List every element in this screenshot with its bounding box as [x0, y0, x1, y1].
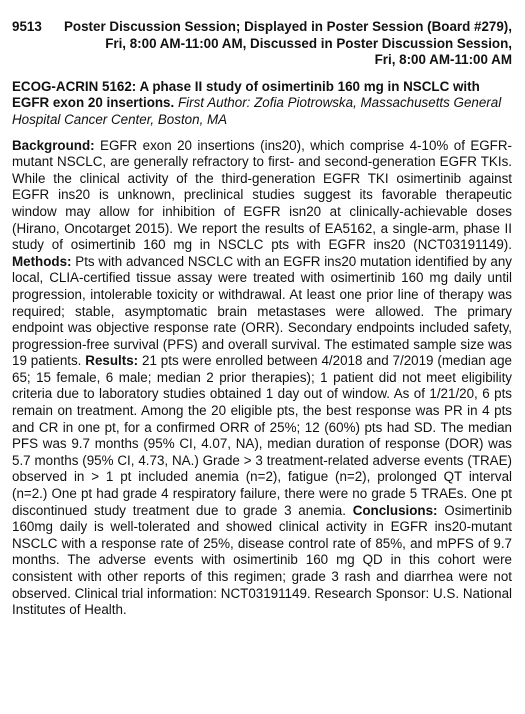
session-line-2: Fri, 8:00 AM-11:00 AM, Discussed in Poster Discussion Session, [105, 35, 512, 51]
abstract-title-block [12, 79, 512, 129]
abstract-page [12, 19, 512, 619]
conclusions-text: Osimertinib 160mg daily is well-tolerated and showed clinical activity in EGFR ins20-mutant NSCLC with a response rate of 25%, disease control rate of 85%, and mPFS of 9.7 months. The adverse events with osimertinib 160 mg QD in this cohort were consistent with other reports of this regimen; grade 3 rash and diarrhea were not observed. Clinical trial information: NCT03191149. Research Sponsor: U.S. National Institutes of Health. [12, 502, 512, 618]
session-line-1: Poster Discussion Session; Displayed in Poster Session (Board #279), [64, 19, 512, 34]
first-author: First Author: Zofia Piotrowska, Massachusetts General Hospital Cancer Center, Boston, MA [12, 95, 502, 127]
methods-label: Methods: [12, 253, 72, 269]
abstract-number: 9513 [12, 19, 42, 34]
abstract-title: ECOG-ACRIN 5162: A phase II study of osimertinib 160 mg in NSCLC with EGFR exon 20 insertions. [12, 78, 480, 111]
conclusions-label: Conclusions: [352, 502, 438, 518]
results-text: 21 pts were enrolled between 4/2018 and 7/2019 (median age 65; 15 female, 6 male; median 2 prior therapies); 1 patient did not meet eligibility criteria due to laboratory studies obtained 1 day out of window. As of 1/21/20, 6 pts remain on treatment. Among the 20 eligible pts, the best response was PR in 4 pts and CR in one pt, for a confirmed ORR of 25%; 12 (60%) pts had SD. The median PFS was 9.7 months (95% CI, 4.07, NA), median duration of response (DOR) was 5.7 months (95% CI, 4.73, NA.) Grade > 3 treatment-related adverse events (TRAE) observed in > 1 pt included anemia (n=2), fatigue (n=2), prolonged QT interval (n=2.) One pt had grade 4 respiratory failure, there were no grade 5 TRAEs. One pt discontinued study treatment due to grade 3 anemia. [12, 353, 512, 518]
abstract-body [12, 138, 512, 619]
methods-text: Pts with advanced NSCLC with an EGFR ins20 mutation identified by any local, CLIA-certified tissue assay were treated with osimertinib 160 mg daily until progression, intolerable toxicity or withdrawal. At least one prior line of therapy was required; stable, asymptomatic brain metastases were allowed. The primary endpoint was objective response rate (ORR). Secondary endpoints included safety, progression-free survival (PFS) and overall survival. The estimated sample size was 19 patients. [12, 253, 512, 369]
background-text: EGFR exon 20 insertions (ins20), which comprise 4-10% of EGFR-mutant NSCLC, are generally refractory to first- and second-generation EGFR TKIs. While the clinical activity of the third-generation EGFR TKI osimertinib against EGFR ins20 is unknown, preclinical studies suggest its favorable therapeutic window may allow for inhibition of EGFR isn20 at clinically-achievable doses (Hirano, Oncotarget 2015). We report the results of EA5162, a single-arm, phase II study of osimertinib 160 mg in NSCLC pts with EGFR ins20 (NCT03191149). [12, 137, 512, 253]
results-label: Results: [85, 353, 139, 369]
background-label: Background: [12, 137, 95, 153]
session-header [12, 19, 512, 69]
session-line-3: Fri, 8:00 AM-11:00 AM [374, 52, 512, 68]
